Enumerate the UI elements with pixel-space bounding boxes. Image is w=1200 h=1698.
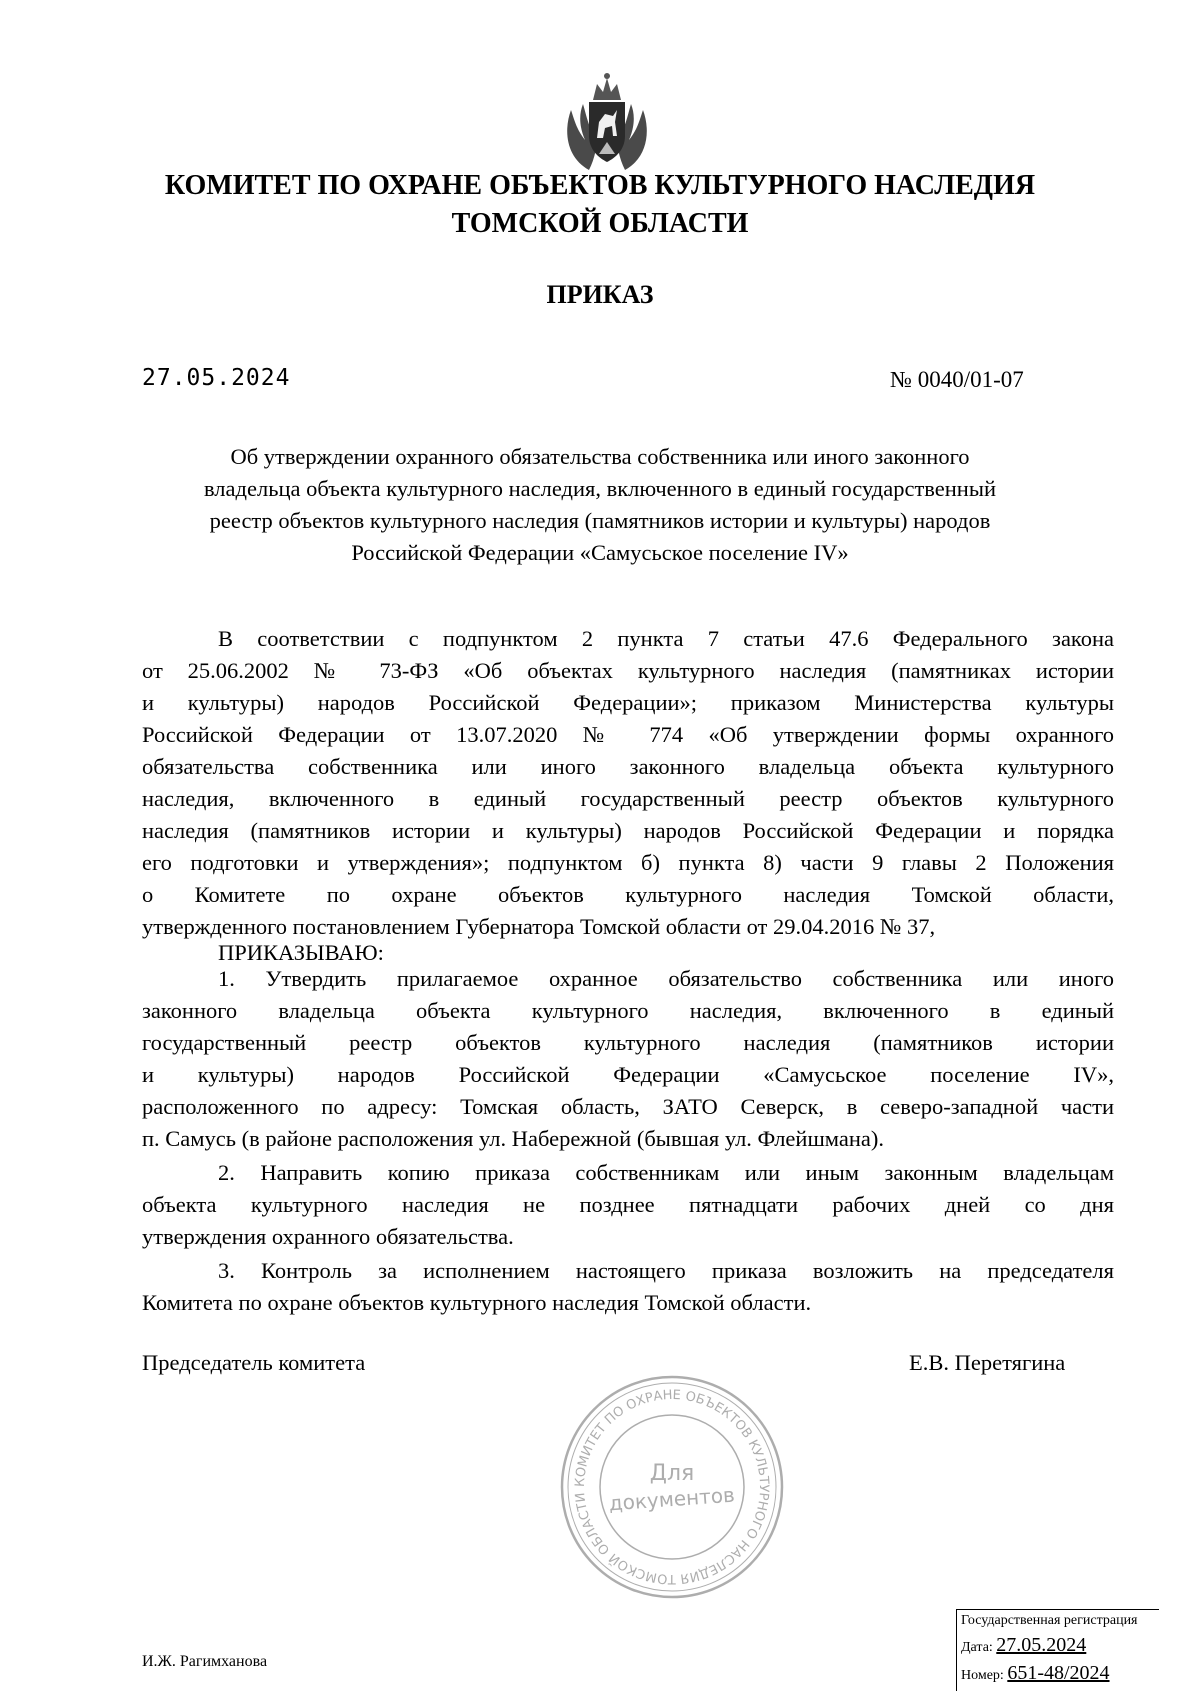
body-line: о Комитете по охране объектов культурного наследия Томской области, bbox=[142, 882, 1114, 907]
body-line: объекта культурного наследия не позднее пятнадцати рабочих дней со дня bbox=[142, 1192, 1114, 1217]
subject-line: реестр объектов культурного наследия (памятников истории и культуры) народов bbox=[209, 508, 991, 533]
subject-line: владельца объекта культурного наследия, включенного в единый государственный bbox=[203, 476, 996, 501]
body-line: 1. Утвердить прилагаемое охранное обязательство собственника или иного bbox=[218, 966, 1114, 991]
registration-date-label: Дата: bbox=[961, 1640, 993, 1655]
document-number: № 0040/01-07 bbox=[890, 367, 1024, 392]
body-line: обязательства собственника или иного законного владельца объекта культурного bbox=[142, 754, 1114, 779]
registration-date-value: 27.05.2024 bbox=[996, 1634, 1087, 1656]
subject-line: Об утверждении охранного обязательства собственника или иного законного bbox=[230, 444, 970, 469]
order-keyword: ПРИКАЗЫВАЮ: bbox=[218, 940, 384, 965]
body-line: Комитета по охране объектов культурного наследия Томской области. bbox=[142, 1290, 812, 1315]
document-type-title: ПРИКАЗ bbox=[546, 280, 654, 309]
executor-name: И.Ж. Рагимханова bbox=[142, 1653, 268, 1670]
registration-title: Государственная регистрация bbox=[961, 1613, 1138, 1628]
coat-of-arms-emblem bbox=[559, 70, 655, 178]
document-date: 27.05.2024 bbox=[142, 365, 291, 391]
body-line: 3. Контроль за исполнением настоящего приказа возложить на председателя bbox=[218, 1258, 1114, 1283]
body-line: и культуры) народов Российской Федерации «Самусьское поселение IV», bbox=[142, 1062, 1114, 1087]
body-line: В соответствии с подпунктом 2 пункта 7 статьи 47.6 Федерального закона bbox=[218, 626, 1114, 651]
stamp-ring-text: КОМИТЕТ ПО ОХРАНЕ ОБЪЕКТОВ КУЛЬТУРНОГО НАСЛЕДИЯ ТОМСКОЙ ОБЛАСТИ bbox=[572, 1387, 772, 1587]
body-line: 2. Направить копию приказа собственникам или иным законным владельцам bbox=[218, 1160, 1114, 1185]
body-line: утверждения охранного обязательства. bbox=[142, 1224, 514, 1249]
registration-number-label: Номер: bbox=[961, 1668, 1004, 1683]
subject-line: Российской Федерации «Самусьское поселение IV» bbox=[351, 540, 849, 565]
registration-number-value: 651-48/2024 bbox=[1007, 1662, 1110, 1684]
body-line: от 25.06.2002 № 73-ФЗ «Об объектах культурного наследия (памятниках истории bbox=[142, 658, 1114, 683]
body-line: расположенного по адресу: Томская область, ЗАТО Северск, в северо-западной части bbox=[142, 1094, 1114, 1119]
body-line: и культуры) народов Российской Федерации»; приказом Министерства культуры bbox=[142, 690, 1114, 715]
registration-box bbox=[956, 1609, 1159, 1691]
signatory-name: Е.В. Перетягина bbox=[909, 1350, 1066, 1375]
body-line: Российской Федерации от 13.07.2020 № 774 «Об утверждении формы охранного bbox=[142, 722, 1114, 747]
body-line: п. Самусь (в районе расположения ул. Набережной (бывшая ул. Флейшмана). bbox=[142, 1126, 885, 1151]
body-line: его подготовки и утверждения»; подпунктом б) пункта 8) части 9 главы 2 Положения bbox=[142, 850, 1114, 875]
body-line: законного владельца объекта культурного наследия, включенного в единый bbox=[142, 998, 1114, 1023]
body-line: утвержденного постановлением Губернатора Томской области от 29.04.2016 № 37, bbox=[142, 914, 936, 939]
official-stamp bbox=[557, 1372, 787, 1602]
stamp-center-line-2: документов bbox=[608, 1482, 736, 1516]
organization-name-line-1: КОМИТЕТ ПО ОХРАНЕ ОБЪЕКТОВ КУЛЬТУРНОГО НАСЛЕДИЯ bbox=[164, 170, 1036, 201]
signatory-position: Председатель комитета bbox=[142, 1350, 366, 1375]
body-line: наследия, включенного в единый государственный реестр объектов культурного bbox=[142, 786, 1114, 811]
stamp-center-line-1: Для bbox=[649, 1461, 695, 1486]
organization-name-line-2: ТОМСКОЙ ОБЛАСТИ bbox=[451, 208, 749, 239]
body-line: наследия (памятников истории и культуры) народов Российской Федерации и порядка bbox=[142, 818, 1114, 843]
body-line: государственный реестр объектов культурного наследия (памятников истории bbox=[142, 1030, 1114, 1055]
